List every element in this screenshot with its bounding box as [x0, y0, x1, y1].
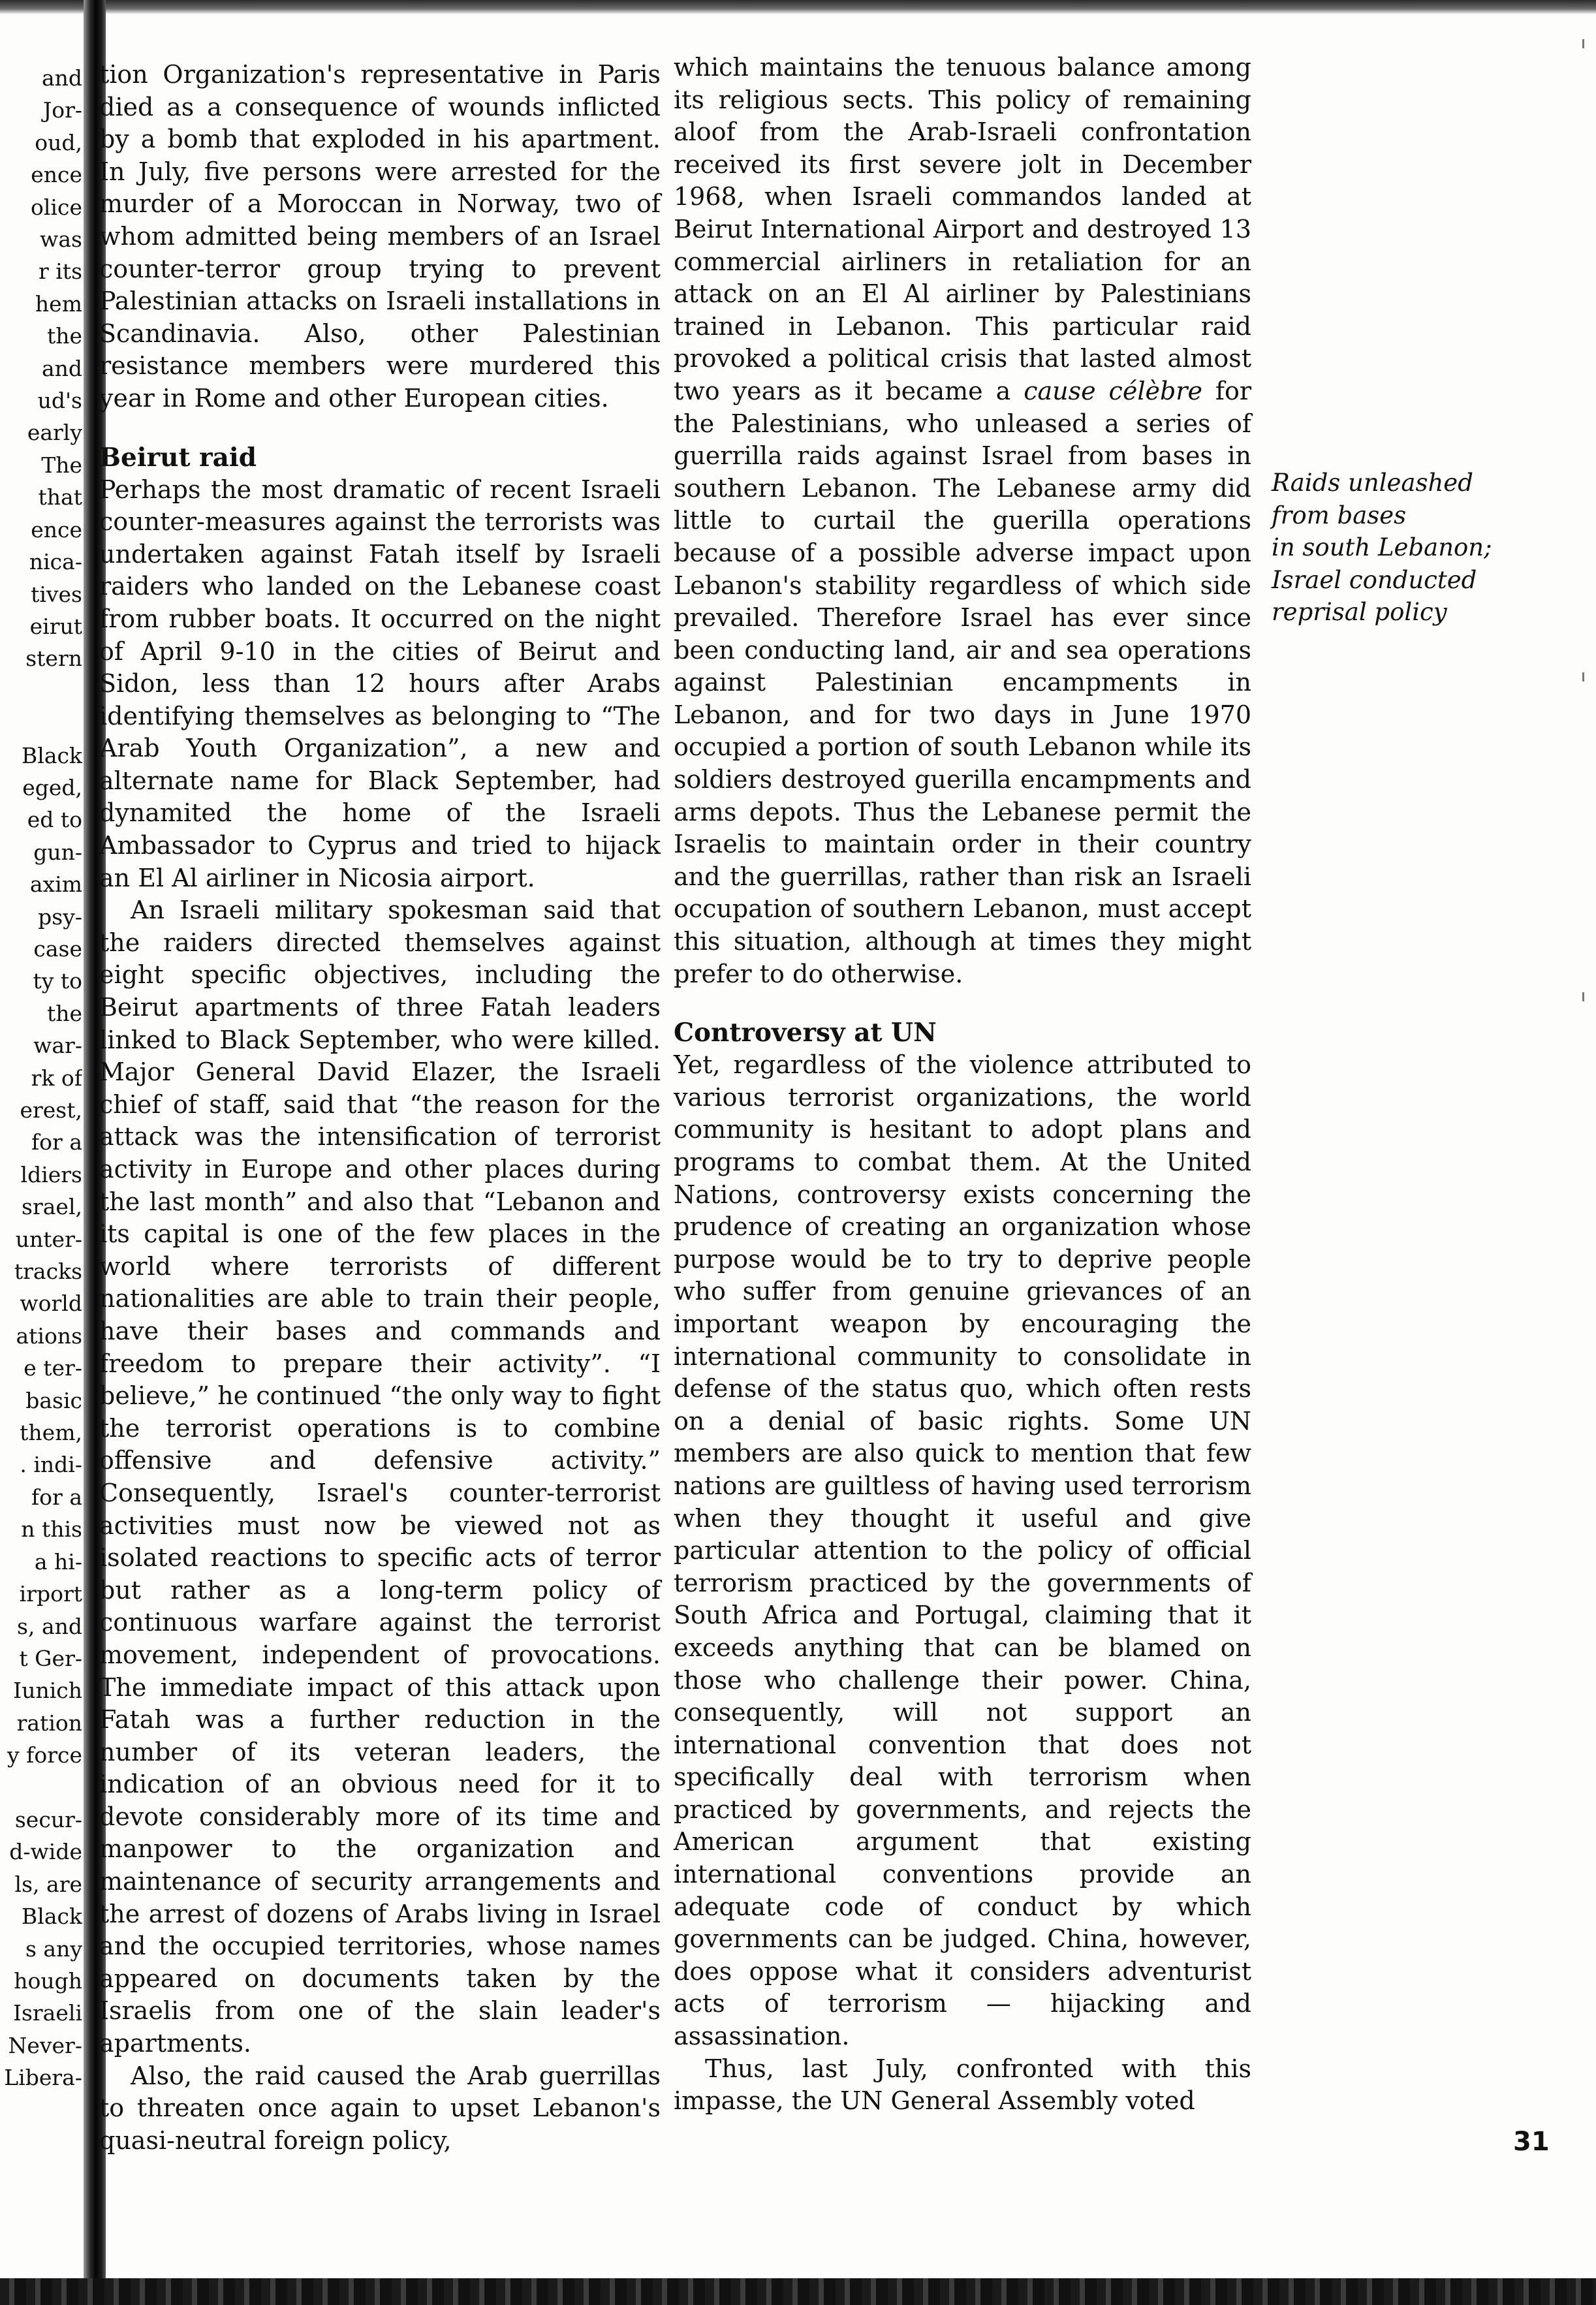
fragment-line: irport: [19, 1581, 82, 1607]
fragment-line: basic: [25, 1387, 82, 1413]
paragraph: Thus, last July, confronted with this impasse, the UN General Assembly voted: [674, 2054, 1251, 2116]
fragment-line: secur-: [14, 1806, 82, 1832]
fragment-line: for a: [31, 1129, 82, 1155]
fragment-line: s, and: [17, 1613, 82, 1639]
fragment-line: early: [27, 420, 82, 446]
scan-top-edge: [0, 0, 1596, 14]
fragment-line: d-wide: [9, 1839, 82, 1865]
fragment-line: the: [46, 1000, 82, 1026]
fragment-line: ed to: [27, 807, 82, 833]
margin-note: [1272, 467, 1507, 629]
page-number: 31: [1513, 2127, 1550, 2157]
margin-note-line: Israel conducted: [1272, 565, 1477, 594]
fragment-line: ldiers: [20, 1161, 82, 1187]
article-column-1: [99, 59, 661, 2157]
paragraph: Perhaps the most dramatic of recent Israeli counter-measures against the terrorists was undertaken against Fatah itself by Israeli raiders who landed on the Lebanese coast from rubber boats. It occurred on the night of April 9-10 in the cities of Beirut and Sidon, less than 12 hours after Arabs identifying themselves as belonging to “The Arab Youth Organization”, a new and alternate name for Black September, had dynamited the home of the Israeli Ambassador to Cyprus and tried to hijack an El Al airliner in Nicosia airport.: [99, 475, 661, 892]
fragment-line: gun-: [33, 839, 82, 865]
scan-bottom-edge: [0, 2278, 1596, 2305]
fragment-line: t Ger-: [19, 1645, 82, 1671]
scan-mark: [1582, 39, 1584, 48]
fragment-line: eged,: [22, 774, 82, 800]
fragment-line: olice: [31, 194, 82, 220]
fragment-line: ud's: [37, 388, 82, 414]
fragment-line: ence: [31, 516, 82, 542]
paragraph: Also, the raid caused the Arab guerrillas to threaten once again to upset Lebanon's quasi-neutral foreign policy,: [99, 2061, 661, 2155]
fragment-line: [0, 1772, 82, 1804]
scan-mark: [1582, 992, 1584, 1001]
fragment-line: Black: [22, 742, 82, 768]
fragment-line: unter-: [15, 1226, 82, 1252]
fragment-line: was: [40, 227, 82, 253]
paragraph: Yet, regardless of the violence attributed to various terrorist organizations, the world community is hesitant to adopt plans and programs to combat them. At the United Nations, controversy exists concerning the prudence of creating an organization whose purpose would be to try to deprive people who suffer from genuine grievances of an important weapon by encouraging the international community to consolidate in defense of the status quo, which often rests on a denial of basic rights. Some UN members are also quick to mention that few nations are guiltless of having used terrorism when they thought it useful and give particular attention to the policy of official terrorism practiced by the governments of South Africa and Portugal, claiming that it exceeds anything that can be blamed on those who challenge their power. China, consequently, will not support an international convention that does not specifically deal with terrorism when practiced by governments, and rejects the American argument that existing international conventions provide an adequate code of conduct by which governments can be judged. China, however, does oppose what it considers adventurist acts of terrorism — hijacking and assassination.: [674, 1050, 1251, 2051]
fragment-line: ty to: [33, 968, 82, 994]
fragment-line: war-: [33, 1033, 82, 1059]
fragment-line: for a: [31, 1484, 82, 1510]
fragment-line: n this: [21, 1516, 82, 1543]
fragment-line: r its: [38, 259, 82, 285]
fragment-line: ration: [16, 1710, 82, 1736]
fragment-line: Iunich: [13, 1678, 82, 1704]
previous-page-fragment: [0, 62, 82, 2242]
fragment-line: world: [20, 1291, 82, 1317]
fragment-line: oud,: [35, 129, 82, 155]
fragment-line: Libera-: [4, 2065, 82, 2091]
scan-mark: [1582, 672, 1584, 682]
fragment-line: tracks: [14, 1259, 82, 1285]
margin-note-line: Raids unleashed: [1272, 469, 1473, 497]
fragment-line: y force: [7, 1742, 82, 1768]
fragment-line: a hi-: [34, 1548, 82, 1575]
section-heading-beirut-raid: Beirut raid: [99, 442, 257, 473]
section-heading-controversy-at-un: Controversy at UN: [674, 1018, 937, 1048]
margin-note-line: reprisal policy: [1272, 598, 1447, 626]
margin-note-line: in south Lebanon;: [1272, 533, 1492, 561]
fragment-line: case: [33, 935, 82, 962]
paragraph: An Israeli military spokesman said that the raiders directed themselves against eight specific objectives, including the Beirut apartments of three Fatah leaders linked to Black September, who were killed. Major General David Elazer, the Israeli chief of staff, said that “the reason for the attack was the intensification of terrorist activity in Europe and other places during the last month” and also that “Lebanon and its capital is one of the few places in the world where terrorists of different nationalities are able to train their people, have their bases and commands and freedom to prepare their activity”. “I believe,” he continued “the only way to fight the terrorist operations is to combine offensive and defensive activity.” Consequently, Israel's counter-terrorist activities must now be viewed not as isolated reactions to specific acts of terror but rather as a long-term policy of continuous warfare against the terrorist movement, independent of provocations. The immediate impact of this attack upon Fatah was a further reduction in the number of its veteran leaders, the indication of an obvious need for it to devote considerably more of its time and manpower to the organization and maintenance of security arrangements and the arrest of dozens of Arabs living in Israel and the occupied territories, whose names appeared on documents taken by the Israelis from one of the slain leader's apartments.: [99, 896, 661, 2058]
fragment-line: Israeli: [12, 2000, 82, 2026]
article-column-2: [674, 52, 1251, 2118]
fragment-line: hough: [14, 1968, 82, 1994]
fragment-line: rk of: [31, 1065, 82, 1091]
fragment-line: Jor-: [42, 97, 82, 123]
fragment-line: Black: [22, 1904, 82, 1930]
fragment-line: tives: [31, 581, 82, 607]
fragment-line: [0, 675, 82, 707]
text-run: which maintains the tenuous balance among its religious sects. This policy of remaining aloof from the Arab-Israeli confrontation received its first severe jolt in December 1968, when Israeli commandos landed at Beirut International Airport and destroyed 13 commercial airliners in retaliation for an attack on an El Al airliner by Palestinians trained in Lebanon. This particular raid provoked a political crisis that lasted almost two years as it became a: [674, 53, 1251, 405]
fragment-line: srael,: [22, 1194, 82, 1220]
fragment-line: psy-: [38, 903, 82, 930]
fragment-line: The: [41, 452, 82, 478]
fragment-line: that: [38, 484, 82, 510]
fragment-line: s any: [25, 1936, 82, 1962]
text-run: for the Palestinians, who unleased a series of guerrilla raids against Israel from bases in southern Lebanon. The Lebanese army did little to curtail the guerilla operations because of a possible adverse impact upon Lebanon's stability regardless of which side prevailed. Therefore Israel has ever since been conducting land, air and sea operations against Palestinian encampments in Lebanon, and for two days in June 1970 occupied a portion of south Lebanon while its soldiers destroyed guerilla encampments and arms depots. Thus the Lebanese permit the Israelis to maintain order in their country and the guerrillas, rather than risk an Israeli occupation of southern Lebanon, must accept this situation, although at times they might prefer to do otherwise.: [674, 376, 1251, 988]
fragment-line: e ter-: [23, 1355, 82, 1381]
fragment-line: . indi-: [20, 1452, 82, 1478]
paragraph: tion Organization's representative in Paris died as a consequence of wounds inflicted by a bomb that exploded in his apartment. In July, five persons were arrested for the murder of a Moroccan in Norway, two of whom admitted being members of an Israel counter-terror group trying to prevent Palestinian attacks on Israeli installations in Scandinavia. Also, other Palestinian resistance members were murdered this year in Rome and other European cities.: [99, 60, 661, 413]
fragment-line: and: [41, 65, 82, 91]
fragment-line: stern: [25, 646, 82, 672]
fragment-line: nica-: [29, 549, 82, 575]
fragment-line: [0, 707, 82, 739]
fragment-line: and: [41, 355, 82, 381]
fragment-line: Never-: [8, 2032, 82, 2058]
fragment-line: them,: [20, 1420, 82, 1446]
fragment-line: the: [46, 323, 82, 349]
fragment-line: ations: [16, 1323, 82, 1349]
spacer: [99, 415, 661, 441]
fragment-line: ence: [31, 162, 82, 188]
fragment-line: eirut: [29, 613, 82, 639]
margin-note-line: from bases: [1272, 501, 1407, 529]
fragment-line: erest,: [20, 1097, 82, 1123]
paragraph: [674, 52, 1251, 990]
spacer: [674, 990, 1251, 1016]
fragment-line: ls, are: [14, 1871, 82, 1897]
fragment-line: axim: [29, 871, 82, 898]
italic-phrase: cause célèbre: [1024, 376, 1202, 405]
fragment-line: hem: [35, 290, 82, 317]
